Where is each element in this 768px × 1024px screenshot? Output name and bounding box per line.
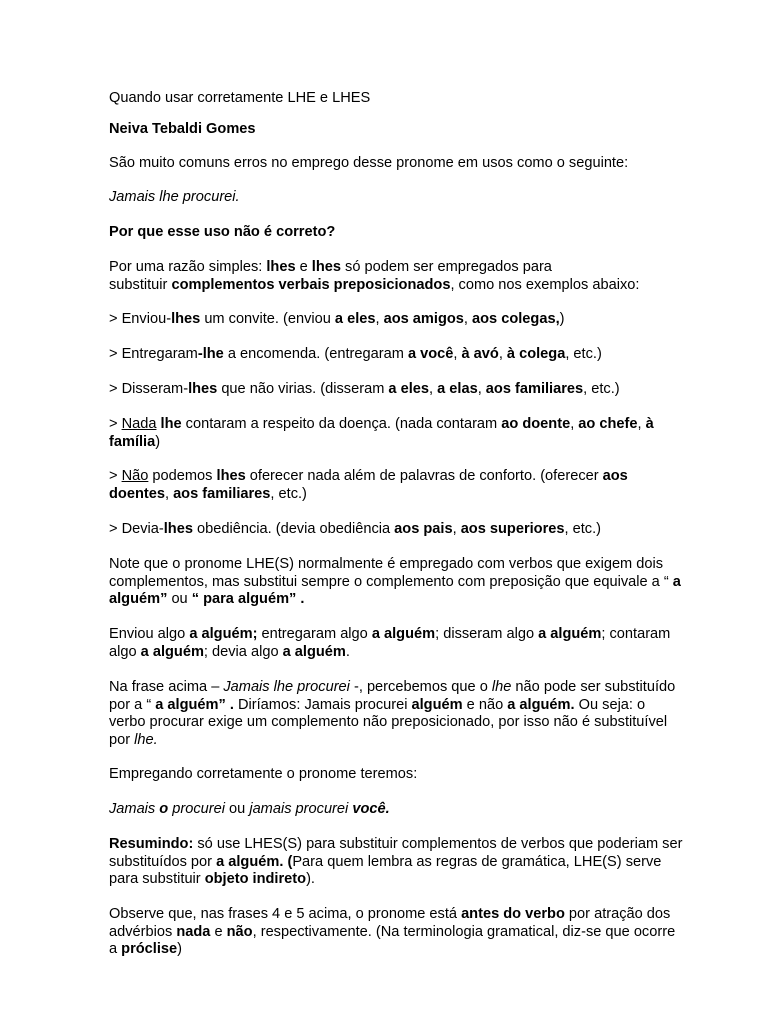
empregando-paragraph: Empregando corretamente o pronome teremos: — [109, 766, 418, 782]
example-2: > Entregaram-lhe a encomenda. (entregaram a você, à avó, à colega, etc.) — [109, 346, 602, 362]
observe-paragraph: Observe que, nas frases 4 e 5 acima, o pronome está antes do verbo por atração dos advérbios nada e não, respectivamente. (Na terminologia gramatical, diz-se que ocorre a próclise) — [109, 906, 676, 958]
intro-paragraph: São muito comuns erros no emprego desse pronome em usos como o seguinte: — [109, 155, 629, 171]
example-1: > Enviou-lhes um convite. (enviou a eles, aos amigos, aos colegas,) — [109, 311, 565, 327]
question-heading: Por que esse uso não é correto? — [109, 224, 336, 240]
example-6: > Devia-lhes obediência. (devia obediência aos pais, aos superiores, etc.) — [109, 521, 602, 537]
frase-paragraph: Na frase acima – Jamais lhe procurei -, percebemos que o lhe não pode ser substituído por a “ a alguém” . Diríamos: Jamais procurei alguém e não a alguém. Ou seja: o verbo procurar exige um complemento não preposicionado, por isso não é substituível por lhe. — [109, 679, 676, 748]
correct-example: Jamais o procurei ou jamais procurei você. — [109, 801, 390, 817]
wrong-example: Jamais lhe procurei. — [109, 189, 240, 205]
example-5: > Não podemos lhes oferecer nada além de palavras de conforto. (oferecer aos doentes, aos familiares, etc.) — [109, 468, 628, 502]
example-3: > Disseram-lhes que não virias. (disseram a eles, a elas, aos familiares, etc.) — [109, 381, 620, 397]
note-paragraph: Note que o pronome LHE(S) normalmente é empregado com verbos que exigem dois complementos, mas substitui sempre o complemento com preposição que equivale a “ a alguém” ou “ para alguém” . — [109, 556, 681, 608]
reason-paragraph: Por uma razão simples: lhes e lhes só podem ser empregados para substituir complementos verbais preposicionados, como nos exemplos abaixo: — [109, 259, 640, 293]
author-name: Neiva Tebaldi Gomes — [109, 121, 256, 137]
example-4: > Nada lhe contaram a respeito da doença. (nada contaram ao doente, ao chefe, à família) — [109, 416, 654, 450]
resumindo-paragraph: Resumindo: só use LHES(S) para substituir complementos de verbos que poderiam ser substituídos por a alguém. (Para quem lembra as regras de gramática, LHE(S) serve para substituir objeto indireto). — [109, 836, 683, 888]
document-title: Quando usar corretamente LHE e LHES — [109, 90, 371, 106]
enviou-paragraph: Enviou algo a alguém; entregaram algo a alguém; disseram algo a alguém; contaram algo a alguém; devia algo a alguém. — [109, 626, 671, 660]
